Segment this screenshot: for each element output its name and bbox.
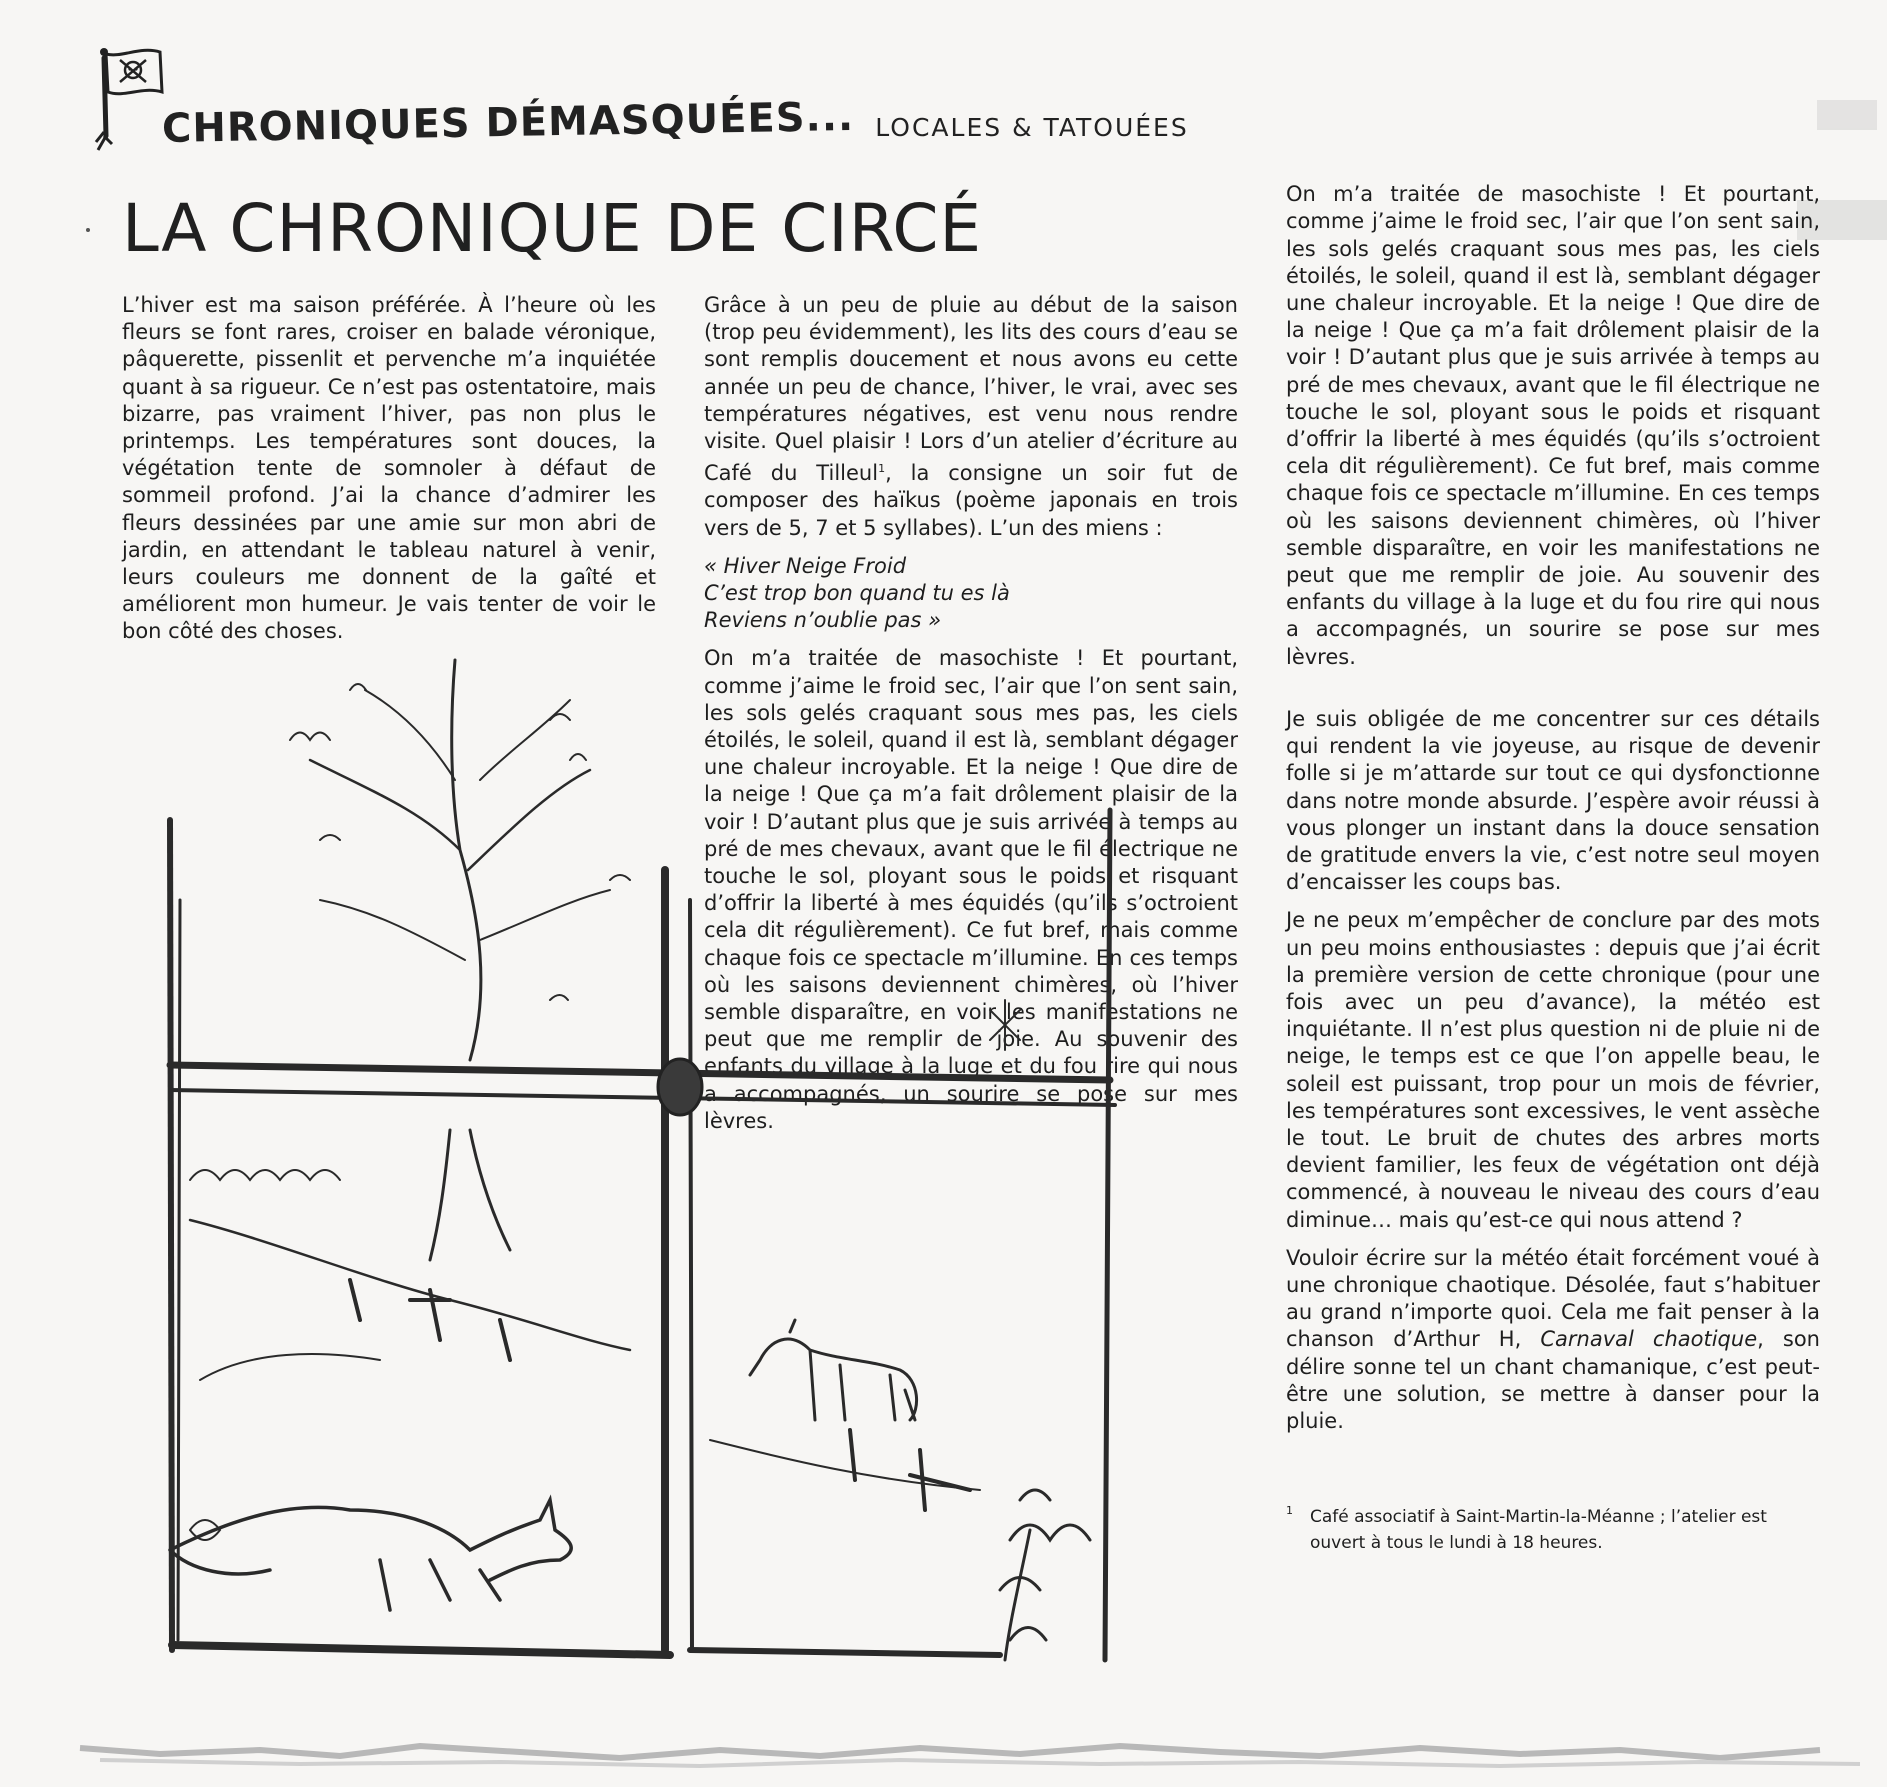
- haiku-line: Reviens n’oublie pas »: [704, 608, 942, 633]
- article-column-1: [122, 292, 656, 657]
- paragraph: Je suis obligée de me concentrer sur ces détails qui rendent la vie joyeuse, au risque de devenir folle si je m’attarde sur tout ce qui dysfonctionne dans notre monde absurde. J’espère avoir réussi à vous plonger un instant dans la douce sensation de gratitude envers la vie, c’est notre seul moyen d’encaisser les coups bas.: [1286, 707, 1820, 895]
- decorative-dot: [86, 228, 90, 232]
- pirate-flag-icon: [82, 40, 172, 152]
- footnote: [1286, 1504, 1820, 1556]
- haiku-line: C’est trop bon quand tu es là: [704, 581, 1010, 606]
- torn-paper-edge: [0, 1720, 1887, 1787]
- paragraph: On m’a traitée de masochiste ! Et pourtant, comme j’aime le froid sec, l’air que l’on sent sain, les sols gelés craquant sous mes pas, les ciels étoilés, le soleil, quand il est là, semblant dégager une chaleur incroyable. Et la neige ! Que dire de la neige ! Que ça m’a fait drôlement plaisir de la voir ! D’autant plus que je suis arrivée à temps au pré de mes chevaux, avant que le fil électrique ne touche le sol, ployant sous le poids et risquant d’offrir la liberté à mes équidés (qu’ils s’octroient cela dit régulièrement). Ce fut bref, mais comme chaque fois ce spectacle m’illumine. En ces temps où les saisons deviennent chimères, où l’hiver semble disparaître, en voir les manifestations ne peut que me remplir de joie. Au souvenir des enfants du village à la luge et du fou rire qui nous a accompagnés, un sourire se pose sur mes lèvres.: [1286, 182, 1820, 669]
- horse-sketch: [750, 1320, 917, 1420]
- paragraph-text: , son délire sonne tel un chant chamanique, c’est peut-être une solution, se mettre à danser pour la pluie.: [1286, 1327, 1820, 1434]
- series-subtitle: LOCALES & TATOUÉES: [875, 113, 1189, 142]
- footnote-text: Café associatif à Saint-Martin-la-Méanne ; l’atelier est ouvert à tous le lundi à 18 heures.: [1310, 1507, 1767, 1553]
- window-frame: [170, 820, 172, 1650]
- paragraph: [1286, 1245, 1820, 1435]
- paragraph: [704, 292, 1238, 542]
- paragraph-text: Grâce à un peu de pluie au début de la saison (trop peu évidemment), les lits des cours d’eau se sont remplis doucement et nous avons eu cette année un peu de chance, l’hiver, le vrai, avec ses températures négatives, est venu nous rendre visite. Quel plaisir ! Lors d’un atelier d’écriture au Café du Tilleul: [704, 293, 1238, 486]
- song-title: Carnaval chaotique: [1540, 1327, 1758, 1352]
- paragraph: L’hiver est ma saison préférée. À l’heure où les fleurs se font rares, croiser en balade véronique, pâquerette, pissenlit et pervenche m’a inquiétée quant à sa rigueur. Ce n’est pas ostentatoire, mais bizarre, pas vraiment l’hiver, pas non plus le printemps. Les températures sont douces, la végétation tente de somnoler à défaut de sommeil profond. J’ai la chance d’admirer les fleurs dessinées par une amie sur mon abri de jardin, en attendant le tableau naturel à venir, leurs couleurs me donnent de la gaîté et améliorent mon humeur. Je vais tenter de voir le bon côté des choses.: [122, 293, 656, 644]
- haiku-line: « Hiver Neige Froid: [704, 553, 907, 578]
- footnote-number: 1: [1286, 1504, 1293, 1517]
- series-header: [161, 93, 1189, 153]
- paragraph: Je ne peux m’empêcher de conclure par des mots un peu moins enthousiastes : depuis que j’ai écrit la première version de cette chronique (pour une fois avec un peu d’avance), la météo est inquiétante. Il n’est plus question ni de pluie ni de neige, le temps est ce que l’on appelle beau, le soleil est puissant, trop pour un mois de février, les températures sont excessives, le vent assèche le tout. Le bruit de chutes des arbres morts devient familier, les feux de végétation ont déjà commencé, à nouveau le niveau des cours d’eau diminue… mais qu’est-ce qui nous attend ?: [1286, 908, 1820, 1232]
- footnote-reference: 1: [878, 462, 886, 476]
- series-title: CHRONIQUES DÉMASQUÉES...: [161, 93, 855, 153]
- window-sketch-illustration: [150, 660, 1130, 1740]
- haiku: [704, 553, 1238, 635]
- article-column-3: [1286, 182, 1820, 1446]
- paragraph-text: , la consigne un soir fut de composer des haïkus (poème japonais en trois vers de 5, 7 et 5 syllabes). L’un des miens :: [704, 461, 1238, 540]
- tree-sketch: [452, 660, 481, 1060]
- paragraph-text: Vouloir écrire sur la météo était forcément voué à une chronique chaotique. Désolée, faut s’habituer au grand n’importe quoi. Cela me fait penser à la chanson d’Arthur H,: [1286, 1245, 1820, 1352]
- fox-sketch: [170, 1500, 571, 1610]
- paragraph-continuation: [1286, 182, 1820, 695]
- article-title: LA CHRONIQUE DE CIRCÉ: [122, 190, 983, 267]
- paragraph-continued: On m’a traitée de masochiste ! Et pourtant, comme j’aime le froid sec, l’air que l’on sent sain, les sols gelés craquant sous mes pas, les ciels étoilés, le soleil, quand il est là, semblant dégager une chaleur incroyable. Et la neige ! Que dire de la neige ! Que ça m’a fait drôlement plaisir de la voir ! D’autant plus que je suis arrivée à temps au pré de mes chevaux, avant que le fil électrique ne touche le sol, ployant sous le poids et risquant d’offrir la liberté à mes équidés (qu’ils s’octroient cela dit régulièrement). Ce fut bref, mais comme chaque fois ce spectacle m’illumine. En ces temps où les saisons deviennent chimères, où l’hiver semble disparaître, en voir les manifestations ne peut que me remplir de joie. Au souvenir des enfants du village à la luge et du fou rire qui nous a accompagnés, un sourire se pose sur mes lèvres.: [704, 646, 1238, 1133]
